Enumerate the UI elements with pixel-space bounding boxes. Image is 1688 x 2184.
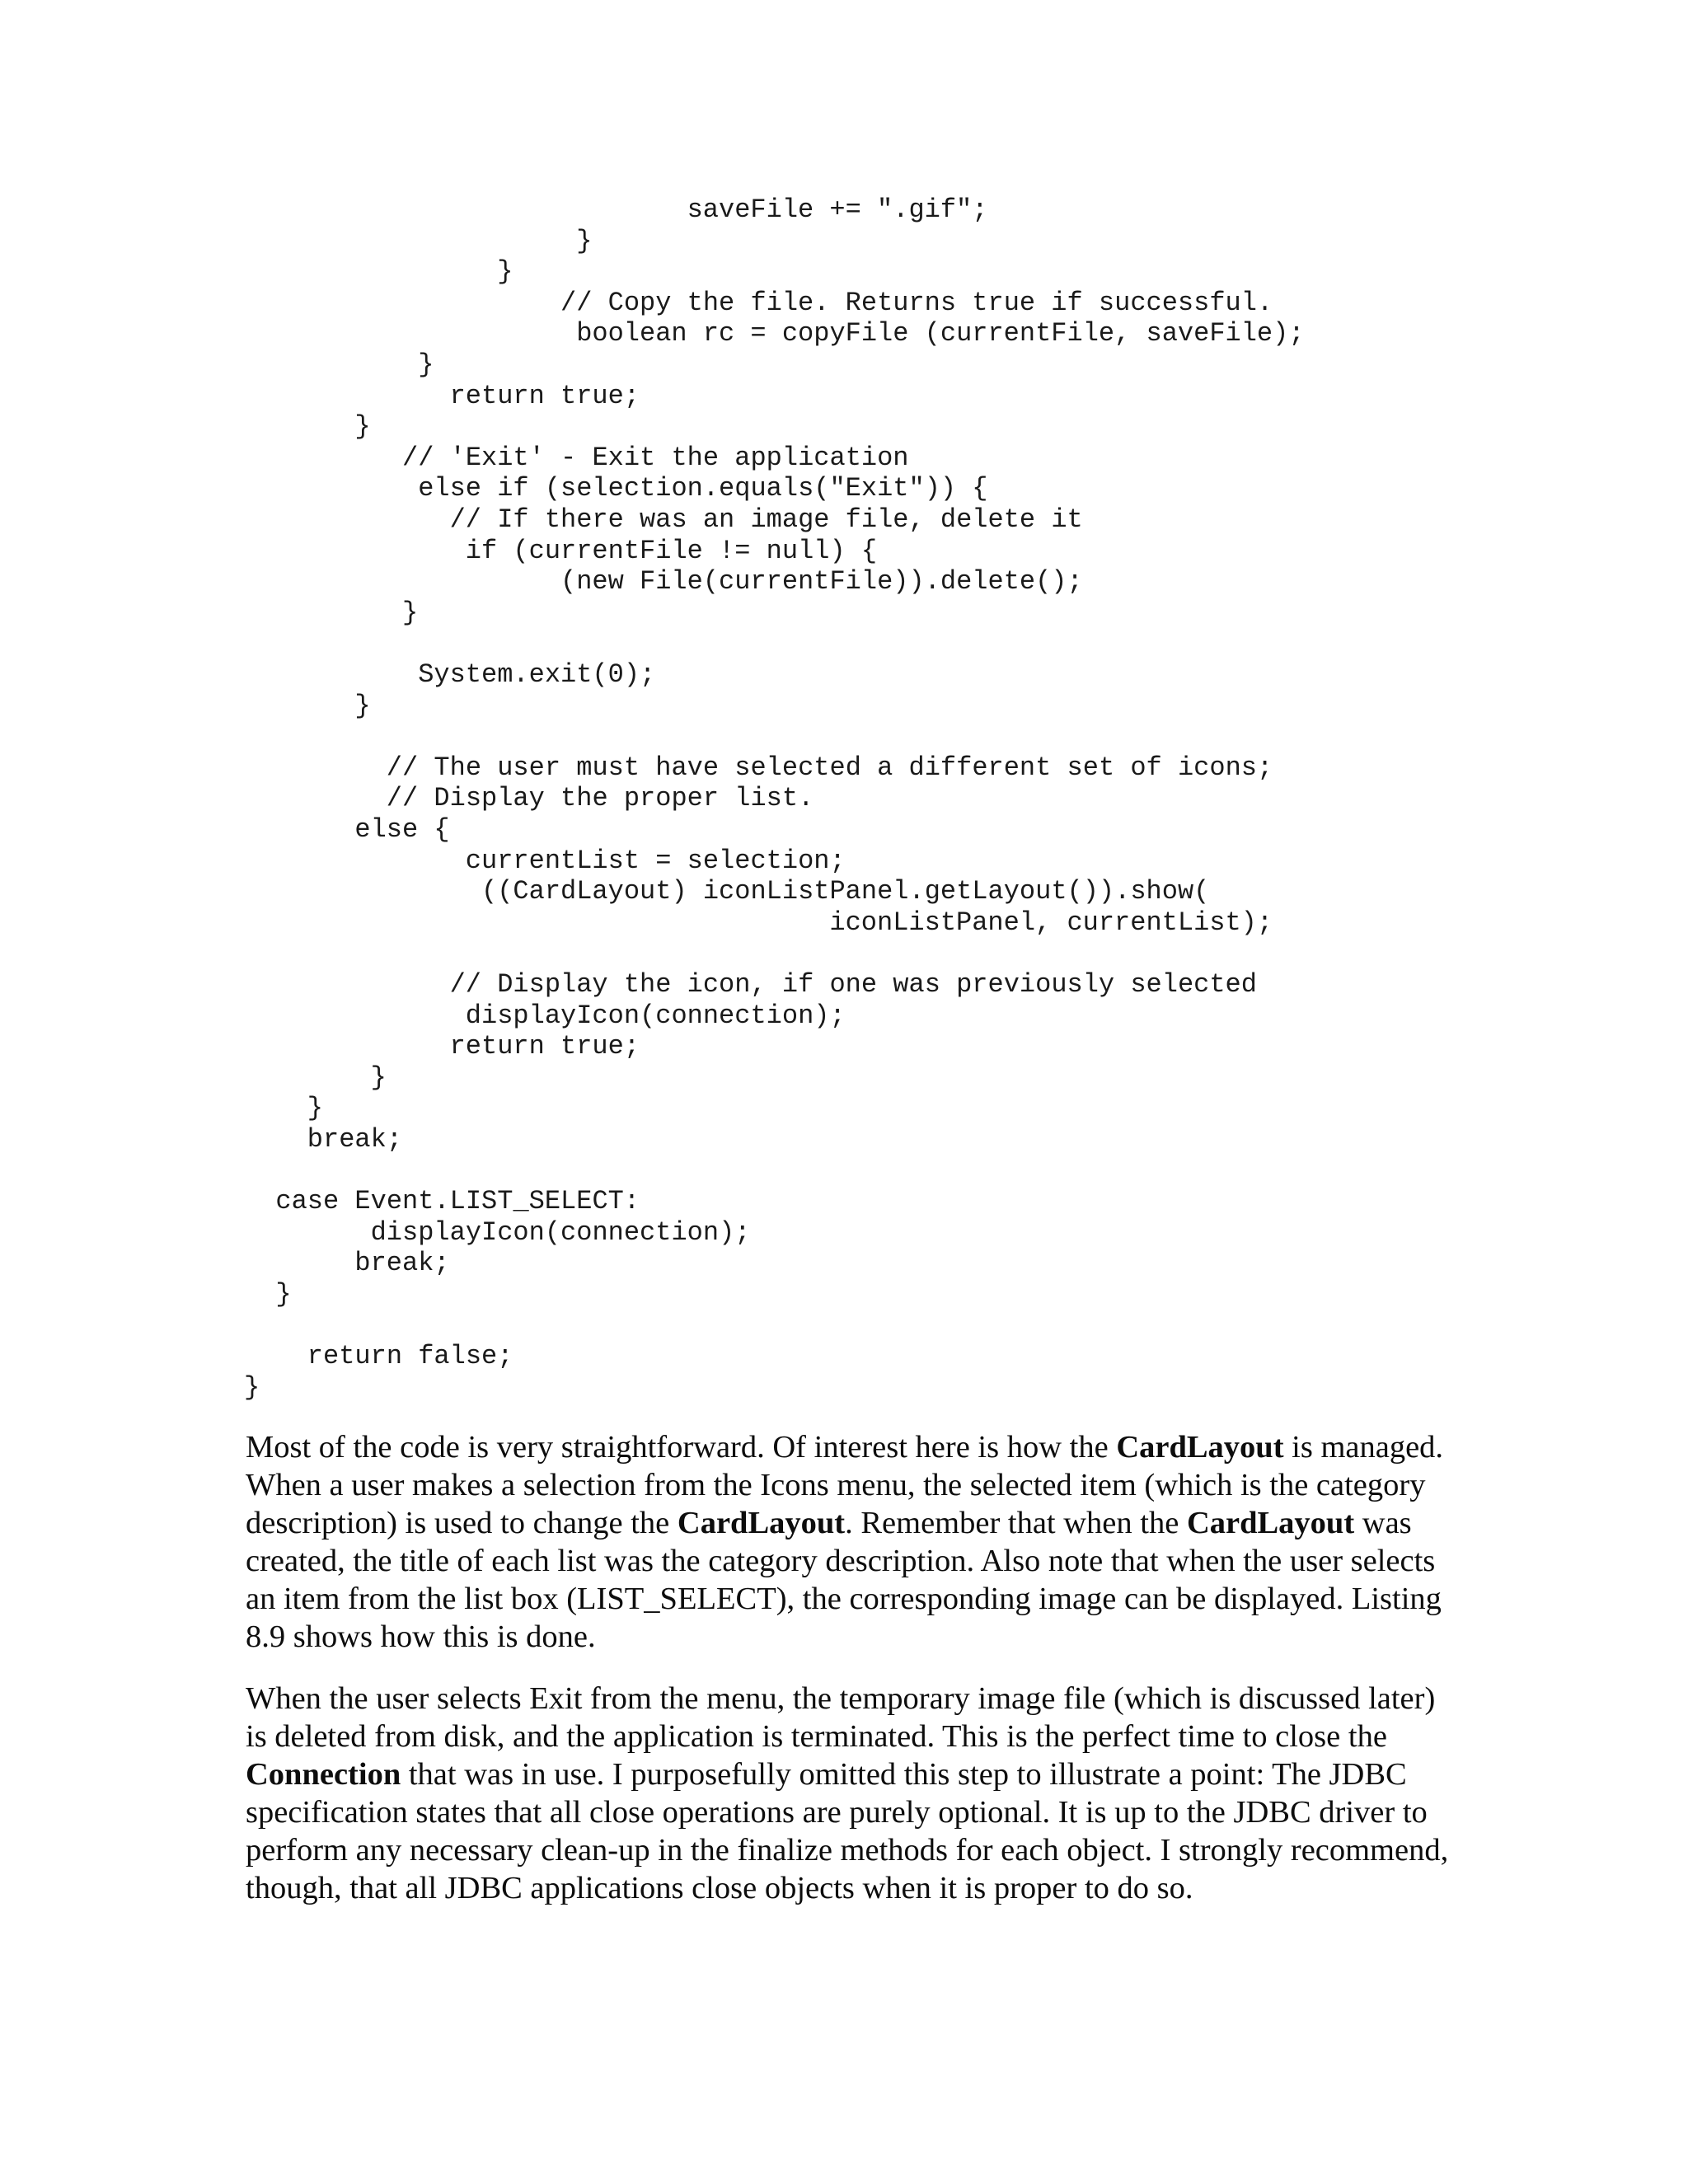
code-line: System.exit(0); — [418, 659, 656, 690]
code-line: case Event.LIST_SELECT: — [275, 1186, 640, 1217]
code-line: } — [576, 225, 593, 256]
code-line: } — [354, 690, 371, 721]
text-run: When the user selects Exit from the menu, the temporary image file (which is discussed later) is deleted from disk, and the application is terminated. This is the perfect time to close the — [246, 1681, 1436, 1754]
text-run: that was in use. I purposefully omitted this step to illustrate a point: The JDBC specification states that all close operations are purely optional. It is up to the JDBC driver to perform any necessary clean-up in the finalize methods for each object. I strongly recommend, though, that all JDBC applications close objects when it is proper to do so. — [246, 1757, 1449, 1905]
text-run: . Remember that when the — [845, 1506, 1187, 1540]
code-line: else { — [354, 814, 450, 845]
bold-term: CardLayout — [1116, 1430, 1284, 1465]
text-run: is managed. When a user makes a selection from the Icons menu, the selected item (which is the category description) is used to change the — [246, 1430, 1444, 1540]
body-paragraph-2 — [246, 1680, 1449, 1907]
code-line: // Display the proper list. — [386, 783, 814, 814]
code-line: boolean rc = copyFile (currentFile, saveFile); — [576, 318, 1305, 349]
code-line: // 'Exit' - Exit the application — [402, 442, 909, 473]
code-line: } — [418, 349, 434, 380]
code-line: } — [497, 256, 513, 288]
code-line: // Display the icon, if one was previously selected — [449, 969, 1257, 1000]
bold-term: Connection — [246, 1757, 401, 1792]
code-line: break; — [354, 1248, 450, 1279]
code-line: if (currentFile != null) { — [465, 535, 878, 566]
code-line: break; — [307, 1124, 403, 1155]
code-line: return true; — [449, 380, 640, 411]
code-line: // If there was an image file, delete it — [449, 504, 1083, 535]
code-line: } — [354, 411, 371, 443]
code-line: } — [244, 1371, 260, 1403]
text-run: was created, the title of each list was the category description. Also note that when the user selects an item from the list box (LIST_SELECT), the corresponding image can be displayed. Listing 8.9 shows how this is done. — [246, 1506, 1442, 1654]
code-line: return false; — [307, 1341, 513, 1372]
code-line: saveFile += ".gif"; — [687, 194, 988, 225]
code-line: } — [275, 1279, 292, 1310]
code-line: (new File(currentFile)).delete(); — [560, 566, 1083, 598]
text-run: Most of the code is very straightforward. Of interest here is how the — [246, 1430, 1117, 1465]
code-line: ((CardLayout) iconListPanel.getLayout()).show( — [481, 876, 1210, 907]
code-line: else if (selection.equals("Exit")) { — [418, 473, 988, 504]
code-line: iconListPanel, currentList); — [829, 907, 1273, 938]
body-paragraph-1 — [246, 1428, 1449, 1656]
code-line: // The user must have selected a different set of icons; — [386, 752, 1273, 783]
code-line: displayIcon(connection); — [465, 1000, 846, 1031]
code-line: // Copy the file. Returns true if successful. — [560, 287, 1273, 318]
bold-term: CardLayout — [1186, 1506, 1355, 1540]
code-line: displayIcon(connection); — [370, 1216, 751, 1248]
bold-term: CardLayout — [677, 1506, 846, 1540]
code-line: } — [402, 597, 419, 628]
code-line: } — [307, 1093, 323, 1124]
code-line: } — [370, 1062, 387, 1093]
code-line: return true; — [449, 1031, 640, 1062]
code-line: currentList = selection; — [465, 845, 846, 876]
